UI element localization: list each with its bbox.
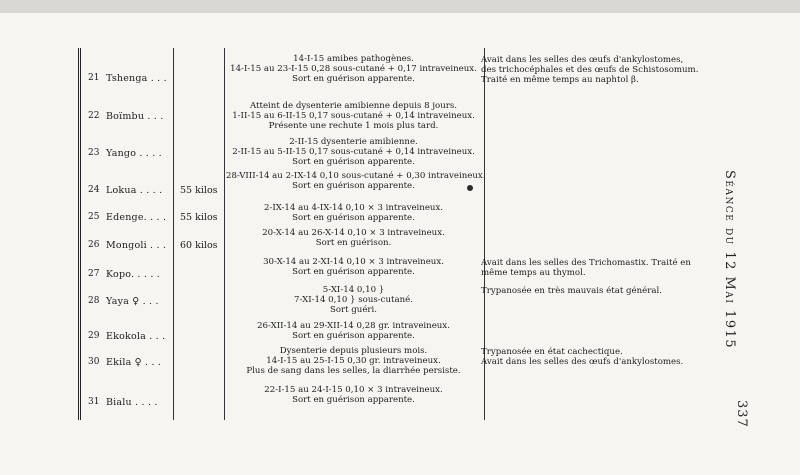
running-head: Séance du 12 Mai 1915 [722,170,737,350]
case-number: 23 [88,148,100,158]
treatment-line: Atteint de dysenterie amibienne depuis 8 jours. [249,101,457,111]
case-number: 24 [88,185,100,195]
case-number: 22 [88,111,100,121]
treatment-line: 20-X-14 au 26-X-14 0,10 × 3 intraveineux. [262,228,445,238]
treatment-line: Dysenterie depuis plusieurs mois. [279,346,428,356]
patient-name: Tshenga . . . [106,73,167,84]
patient-name: Ekokola . . . [106,331,166,342]
patient-weight: 55 kilos [180,212,218,223]
patient-name: Edenge. . . . [106,212,167,223]
patient-weight: 55 kilos [180,185,218,196]
observation-line: Avait dans les selles des Trichomastix. Traité en [481,258,691,268]
patient-name: Bialu . . . . [106,397,158,408]
treatment-line: 5-XI-14 0,10 } [322,285,385,295]
treatment-line: 1-II-15 au 6-II-15 0,17 sous-cutané + 0,14 intraveineux. [232,110,475,121]
treatment-line: 30-X-14 au 2-XI-14 0,10 × 3 intraveineux. [263,257,444,267]
case-number: 21 [88,73,100,83]
observation-line: Traité en même temps au naphtol β. [481,75,639,85]
patient-weight: 60 kilos [180,240,218,251]
patient-name: Boïmbu . . . [106,111,164,122]
patient-name: Kopo. . . . . [106,269,160,280]
treatment-line: Sort en guérison apparente. [292,73,415,84]
treatment-line: Sort en guérison apparente. [292,212,415,223]
patient-name: Yango . . . . [106,148,162,159]
patient-name: Yaya ♀ . . . [106,296,159,307]
case-number: 29 [88,331,100,341]
patient-name: Ekila ♀ . . . [106,357,162,368]
treatment-line: 7-XI-14 0,10 } sous-cutané. [294,294,413,305]
observation-cell [481,347,721,367]
observation-line: Trypanosée en très mauvais état général. [481,286,662,296]
case-number: 28 [88,296,100,306]
treatment-cell [226,286,481,315]
treatment-line: Sort guéri. [329,304,378,315]
scan-top-band [0,0,800,13]
treatment-cell [226,204,481,224]
treatment-cell [226,138,481,167]
case-number: 25 [88,212,100,222]
treatment-line: Sort en guérison apparente. [292,330,415,341]
treatment-line: Sort en guérison apparente. [292,266,415,277]
treatment-line: 26-XII-14 au 29-XII-14 0,28 gr. intraveineux. [257,321,450,331]
treatment-line: 28-VIII-14 au 2-IX-14 0,10 sous-cutané + 0,30 intraveineux. [226,171,486,181]
column-divider [173,48,174,420]
observation-cell [481,55,721,85]
treatment-line: Plus de sang dans les selles, la diarrhée persiste. [246,365,461,376]
case-number: 30 [88,357,100,367]
case-number: 26 [88,240,100,250]
treatment-cell [226,171,486,192]
treatment-line: 2-II-15 au 5-II-15 0,17 sous-cutané + 0,14 intraveineux. [232,146,475,157]
case-number: 31 [88,397,100,407]
treatment-line: Sort en guérison apparente. [292,180,415,191]
treatment-line: Sort en guérison. [315,237,392,248]
patient-name: Mongoli . . . [106,240,167,251]
treatment-line: Présente une rechute 1 mois plus tard. [268,120,439,131]
case-number: 27 [88,269,100,279]
page-number: 337 [734,400,749,428]
treatment-line: Sort en guérison apparente. [292,394,415,405]
treatment-cell [226,322,481,342]
treatment-line: 14-I-15 au 23-I-15 0,28 sous-cutané + 0,17 intraveineux. [230,63,477,74]
observation-line: même temps au thymol. [481,268,586,278]
treatment-cell [226,347,481,376]
treatment-line: Sort en guérison apparente. [292,156,415,167]
patient-name: Lokua . . . . [106,185,163,196]
treatment-line: 22-I-15 au 24-I-15 0,10 × 3 intraveineux. [264,385,443,395]
treatment-cell [226,258,481,278]
observation-line: Avait dans les selles des œufs d'ankylostomes, [481,55,684,65]
observation-line: Avait dans les selles des œufs d'ankylostomes. [481,357,684,367]
observation-line: des trichocéphales et des œufs de Schistosomum. [481,65,699,75]
observation-cell [481,258,721,278]
treatment-line: 14-I-15 au 25-I-15 0,30 gr. intraveineux. [266,355,441,366]
treatment-cell [226,386,481,406]
treatment-line: 2-IX-14 au 4-IX-14 0,10 × 3 intraveineux. [263,203,444,213]
treatment-line: 2-II-15 dysenterie amibienne. [289,137,418,147]
treatment-cell [226,55,481,84]
treatment-line: 14-I-15 amibes pathogènes. [293,54,414,64]
treatment-cell [226,102,481,131]
observation-line: Trypanosée en état cachectique. [481,347,623,357]
treatment-cell [226,229,481,249]
observation-cell [481,286,721,296]
column-divider [224,48,225,420]
